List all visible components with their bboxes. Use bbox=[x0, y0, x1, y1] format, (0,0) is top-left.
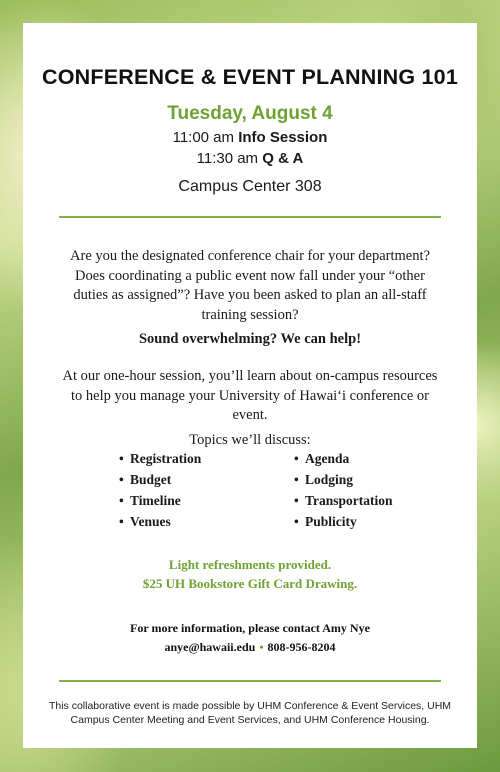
topic-item: • Publicity bbox=[294, 514, 357, 529]
gift-card-note: $25 UH Bookstore Gift Card Drawing. bbox=[142, 576, 358, 591]
divider bbox=[59, 216, 441, 218]
contact-details bbox=[23, 640, 477, 655]
divider bbox=[59, 680, 441, 682]
separator-dot: • bbox=[259, 640, 264, 654]
bullet: • bbox=[119, 472, 124, 487]
contact-email[interactable]: anye@hawaii.edu bbox=[164, 640, 256, 654]
schedule-item-info-session bbox=[23, 129, 477, 146]
flyer-title: CONFERENCE & EVENT PLANNING 101 bbox=[42, 65, 458, 89]
event-date: Tuesday, August 4 bbox=[167, 103, 333, 124]
contact-line: For more information, please contact Amy Nye bbox=[130, 621, 370, 635]
schedule-time: 11:00 am bbox=[172, 129, 235, 146]
bullet: • bbox=[119, 514, 124, 529]
flyer-card bbox=[23, 23, 477, 748]
schedule-item-qa bbox=[23, 150, 477, 167]
topic-item: • Transportation bbox=[294, 493, 393, 508]
bullet: • bbox=[294, 451, 299, 466]
topic-item: • Budget bbox=[119, 472, 172, 487]
event-location: Campus Center 308 bbox=[178, 178, 322, 195]
footer-credits: This collaborative event is made possible by UHM Conference & Event Services, UHM Campus Center Meeting and Event Services, and UHM Conference Housing. bbox=[48, 700, 452, 726]
schedule-label: Q & A bbox=[262, 150, 304, 167]
contact-phone[interactable]: 808-956-8204 bbox=[267, 640, 336, 654]
topic-item: • Registration bbox=[119, 451, 202, 466]
schedule-label: Info Session bbox=[238, 129, 328, 146]
schedule-time: 11:30 am bbox=[196, 150, 259, 167]
refreshments-note: Light refreshments provided. bbox=[168, 557, 332, 572]
bullet: • bbox=[119, 493, 124, 508]
topic-item: • Lodging bbox=[294, 472, 354, 487]
bullet: • bbox=[294, 493, 299, 508]
topics-list bbox=[23, 451, 477, 535]
bullet: • bbox=[294, 514, 299, 529]
topic-item: • Venues bbox=[119, 514, 171, 529]
topic-item: • Timeline bbox=[119, 493, 181, 508]
intro-paragraph: Are you the designated conference chair for your department? Does coordinating a public event now fall under your “other duties as assigned”? Have you been asked to plan an all-staff training session? bbox=[70, 248, 430, 323]
topic-item: • Agenda bbox=[294, 451, 350, 466]
topics-heading: Topics we’ll discuss: bbox=[189, 432, 311, 448]
bullet: • bbox=[294, 472, 299, 487]
overwhelm-callout: Sound overwhelming? We can help! bbox=[138, 331, 362, 347]
session-paragraph: At our one-hour session, you’ll learn about on-campus resources to help you manage your University of Hawaiʻi conference or event. bbox=[62, 368, 438, 423]
bullet: • bbox=[119, 451, 124, 466]
